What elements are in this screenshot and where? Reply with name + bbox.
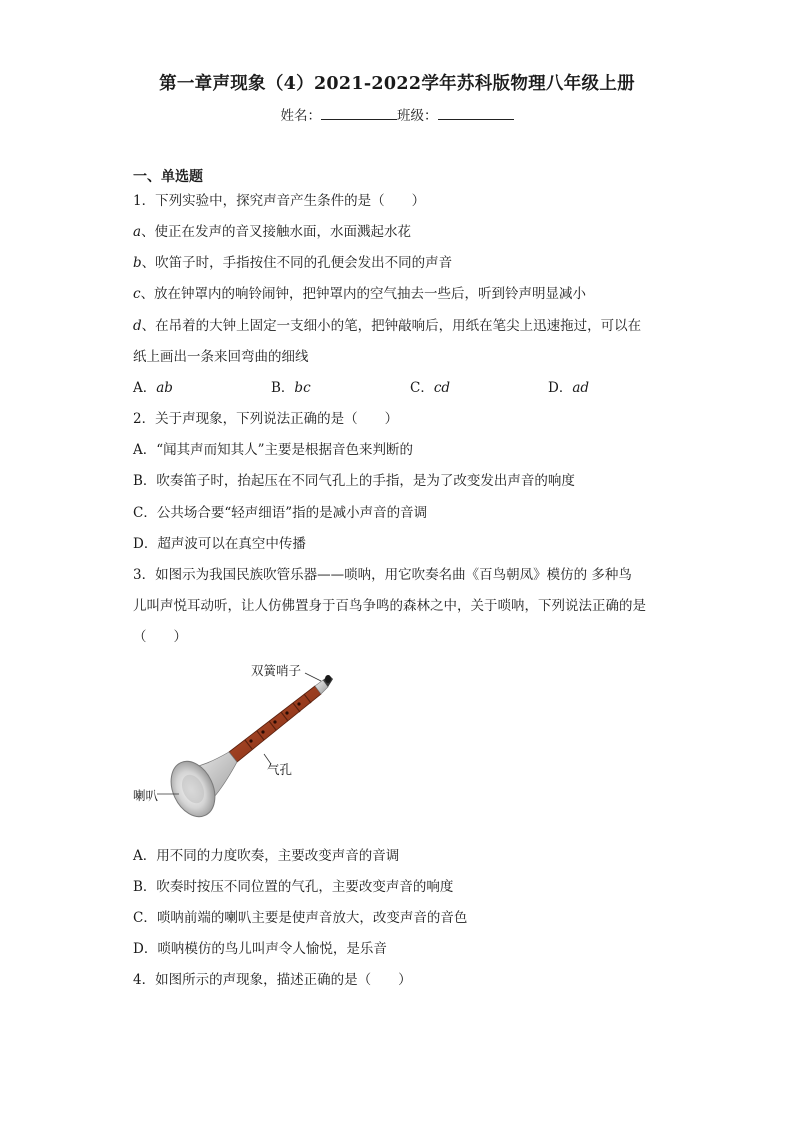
class-label: 班级： [397,108,438,124]
q1-option-b-prefix: B． [271,380,295,396]
name-blank[interactable] [321,107,397,120]
q2-option-c[interactable]: C．公共场合要“轻声细语”指的是减小声音的音调 [133,505,428,521]
q2-option-a[interactable]: A．“闻其声而知其人”主要是根据音色来判断的 [133,442,414,458]
q1-option-c[interactable] [410,378,450,398]
q1-item-d-key: d [133,318,142,334]
q1-item-c-text: 、放在钟罩内的响铃闹钟，把钟罩内的空气抽去一些后，听到铃声明显减小 [140,286,587,302]
name-label: 姓名： [280,108,321,124]
q1-option-b-value: bc [294,380,311,396]
q4-stem: 4．如图所示的声现象，描述正确的是（ ） [133,972,412,988]
q1-option-d-prefix: D． [548,380,573,396]
suona-illustration [133,656,353,826]
q1-item-a [133,222,411,242]
suona-figure [133,656,353,826]
q3-option-c[interactable]: C．唢呐前端的喇叭主要是使声音放大，改变声音的音色 [133,910,468,926]
q1-item-b-text: 、吹笛子时，手指按住不同的孔便会发出不同的声音 [141,255,453,271]
q1-option-c-prefix: C． [410,380,434,396]
page-title: 第一章声现象（4）2021-2022学年苏科版物理八年级上册 [159,74,635,94]
q2-option-d[interactable]: D．超声波可以在真空中传播 [133,536,306,552]
q1-item-c [133,284,586,304]
q1-item-d-cont: 纸上画出一条来回弯曲的细线 [133,349,309,365]
q3-stem-line2: 儿叫声悦耳动听，让人仿佛置身于百鸟争鸣的森林之中，关于唢呐，下列说法正确的是 [133,598,646,614]
q2-stem: 2．关于声现象，下列说法正确的是（ ） [133,411,399,427]
q1-item-a-text: 、使正在发声的音叉接触水面，水面溅起水花 [141,224,412,240]
q2-option-b[interactable]: B．吹奏笛子时，抬起压在不同气孔上的手指，是为了改变发出声音的响度 [133,473,575,489]
q3-option-b[interactable]: B．吹奏时按压不同位置的气孔，主要改变声音的响度 [133,879,454,895]
q1-item-d [133,316,641,336]
q1-item-b-key: b [133,255,142,271]
q1-option-c-value: cd [433,380,451,396]
class-blank[interactable] [438,107,514,120]
label-air-hole: 气孔 [267,762,293,777]
q1-item-a-key: a [133,224,142,240]
q1-option-a-prefix: A． [133,380,157,396]
q1-option-d-value: ad [572,380,590,396]
q1-option-d[interactable] [548,378,589,398]
q1-item-b [133,253,452,273]
q1-item-c-key: c [133,286,141,302]
q1-item-d-text: 、在吊着的大钟上固定一支细小的笔，把钟敲响后，用纸在笔尖上迅速拖过，可以在 [141,318,642,334]
q1-option-a-value: ab [156,380,173,396]
q3-stem-line1: 3．如图示为我国民族吹管乐器——唢呐，用它吹奏名曲《百鸟朝凤》模仿的 多种鸟 [133,567,632,583]
q1-option-b[interactable] [271,378,311,398]
section-title: 一、单选题 [133,169,203,185]
label-reed: 双簧哨子 [251,663,302,678]
q3-option-d[interactable]: D．唢呐模仿的鸟儿叫声令人愉悦，是乐音 [133,941,387,957]
q3-option-a[interactable]: A．用不同的力度吹奏，主要改变声音的音调 [133,848,400,864]
student-info [0,104,794,124]
q3-stem-line3: （ ） [133,629,187,645]
label-bell: 喇叭 [133,788,159,803]
q1-stem: 1．下列实验中，探究声音产生条件的是（ ） [133,193,426,209]
q1-option-a[interactable] [133,378,173,398]
